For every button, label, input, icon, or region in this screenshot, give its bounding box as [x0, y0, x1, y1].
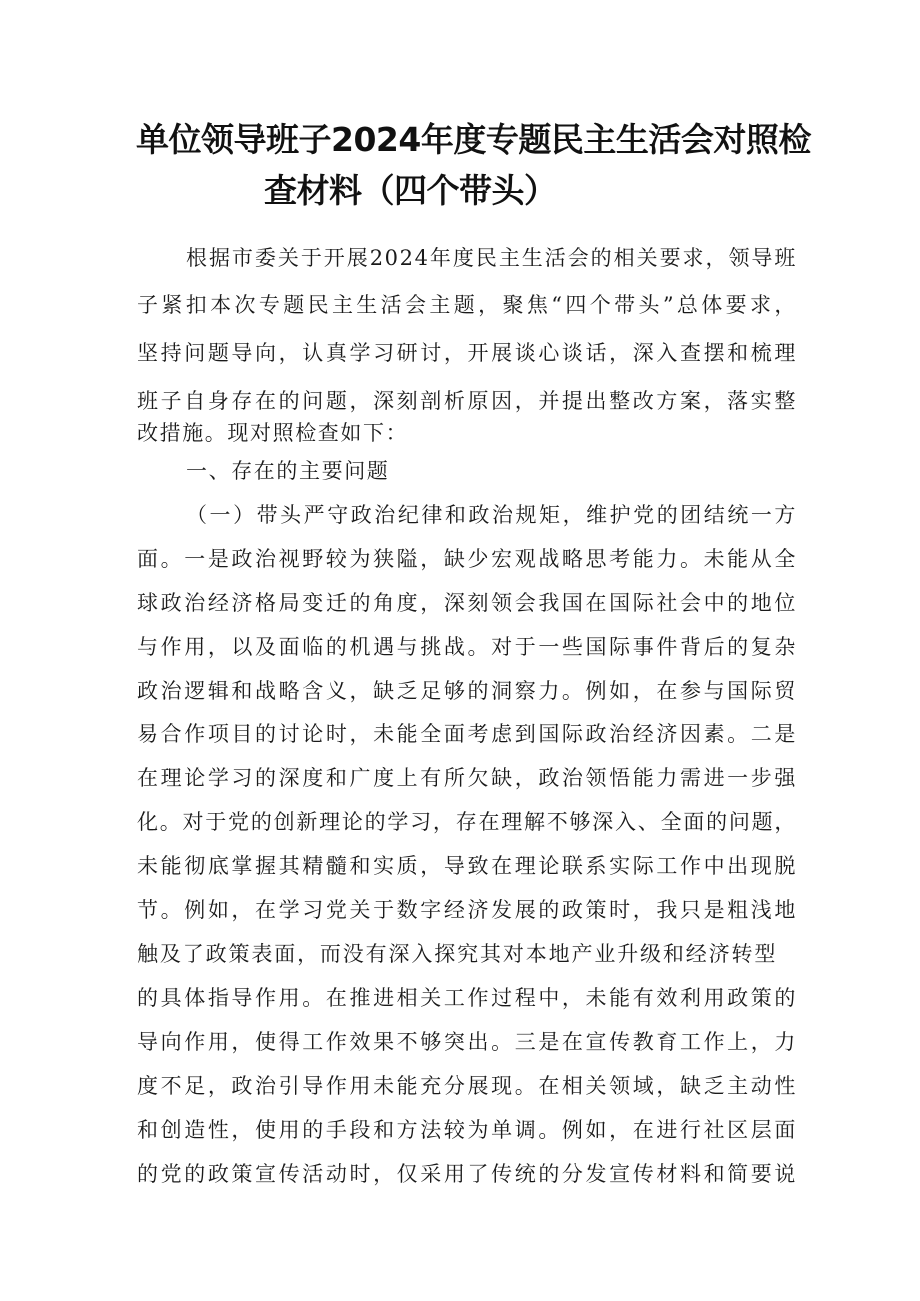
paragraph-line: 节。例如，在学习党关于数字经济发展的政策时，我只是粗浅地 [137, 898, 797, 922]
paragraph-line: 与作用，以及面临的机遇与挑战。对于一些国际事件背后的复杂 [137, 635, 797, 659]
paragraph-line: 根据市委关于开展2024年度民主生活会的相关要求，领导班 [186, 246, 797, 270]
paragraph-line: 改措施。现对照检查如下： [137, 421, 409, 445]
paragraph-line: 易合作项目的讨论时，未能全面考虑到国际政治经济因素。二是 [137, 722, 797, 746]
paragraph-line: 的党的政策宣传活动时，仅采用了传统的分发宣传材料和简要说 [137, 1162, 797, 1186]
paragraph-line: 度不足，政治引导作用未能充分展现。在相关领域，缺乏主动性 [137, 1074, 797, 1098]
paragraph-line: 和创造性，使用的手段和方法较为单调。例如，在进行社区层面 [137, 1118, 797, 1142]
paragraph-line: 子紧扣本次专题民主生活会主题，聚焦“四个带头”总体要求， [137, 293, 797, 317]
paragraph-line: 未能彻底掌握其精髓和实质，导致在理论联系实际工作中出现脱 [137, 854, 797, 878]
paragraph-line: 导向作用，使得工作效果不够突出。三是在宣传教育工作上，力 [137, 1030, 797, 1054]
document-title-line-2: 查材料（四个带头） [264, 171, 557, 210]
paragraph-line: 球政治经济格局变迁的角度，深刻领会我国在国际社会中的地位 [137, 591, 797, 615]
paragraph-line: 的具体指导作用。在推进相关工作过程中，未能有效利用政策的 [137, 986, 797, 1010]
paragraph-line: 在理论学习的深度和广度上有所欠缺，政治领悟能力需进一步强 [137, 766, 797, 790]
section-heading: 一、存在的主要问题 [186, 459, 390, 483]
paragraph-line: 坚持问题导向，认真学习研讨，开展谈心谈话，深入查摆和梳理 [137, 341, 797, 365]
paragraph-line: 班子自身存在的问题，深刻剖析原因，并提出整改方案，落实整 [137, 389, 797, 413]
paragraph-line: 政治逻辑和战略含义，缺乏足够的洞察力。例如，在参与国际贸 [137, 679, 797, 703]
paragraph-line: 触及了政策表面，而没有深入探究其对本地产业升级和经济转型 [137, 942, 777, 966]
paragraph-line: 面。一是政治视野较为狭隘，缺少宏观战略思考能力。未能从全 [137, 547, 797, 571]
paragraph-line: 化。对于党的创新理论的学习，存在理解不够深入、全面的问题， [137, 810, 797, 834]
subsection-heading: （一）带头严守政治纪律和政治规矩，维护党的团结统一方 [186, 503, 797, 527]
document-title-line-1: 单位领导班子2024年度专题民主生活会对照检 [136, 120, 811, 159]
